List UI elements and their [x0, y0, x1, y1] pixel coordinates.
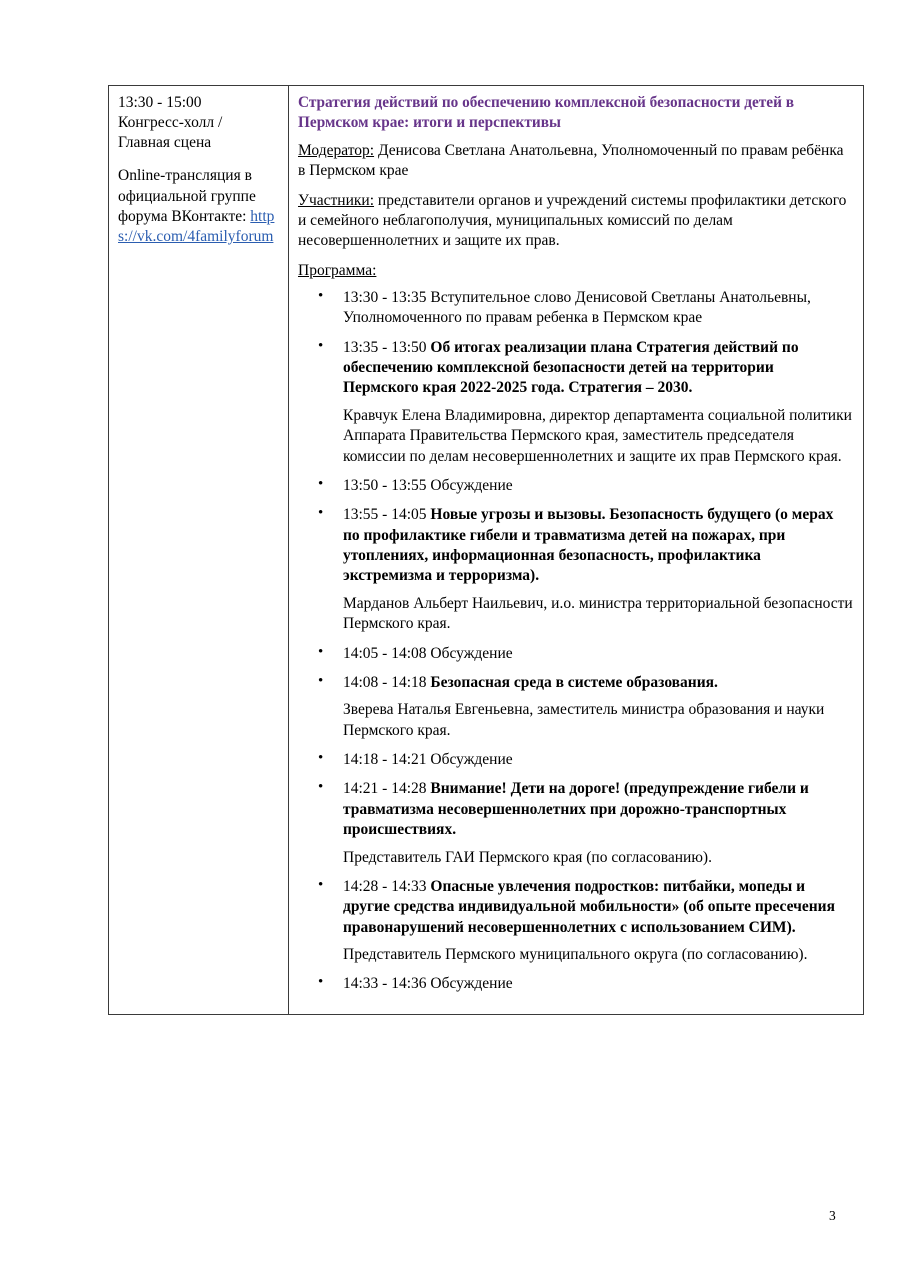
participants-line	[298, 191, 853, 252]
program-item-time: 14:21 - 14:28	[343, 780, 431, 798]
page-number: 3	[829, 1208, 836, 1223]
program-item-topic: Внимание! Дети на дороге! (предупреждение гибели и травматизма несовершеннолетних при дорожно-транспортных происшествиях.	[343, 780, 809, 839]
program-item-text: Обсуждение	[430, 751, 513, 769]
moderator-line	[298, 141, 853, 182]
program-item-topic: Новые угрозы и вызовы. Безопасность будущего (о мерах по профилактике гибели и травматизма детей на пожарах, при утоплениях, информационная безопасность, профилактика экстремизма и терроризма).	[343, 506, 834, 585]
program-item-text: Обсуждение	[430, 476, 513, 494]
program-item-time: 13:50 - 13:55	[343, 476, 431, 494]
program-item	[298, 406, 853, 467]
program-item-time: 14:08 - 14:18	[343, 673, 431, 691]
table-row	[109, 86, 864, 1015]
session-details-cell	[289, 86, 864, 1015]
moderator-name: Денисова Светлана Анатольевна, Уполномоченный по правам ребёнка в Пермском крае	[298, 142, 844, 180]
program-item-topic: Об итогах реализации плана Стратегия действий по обеспечению комплексной безопасности детей на территории Пермского края 2022-2025 года. Стратегия – 2030.	[343, 338, 799, 397]
program-label: Программа:	[298, 261, 377, 279]
program-item	[298, 476, 853, 496]
program-item	[298, 750, 853, 770]
program-item-time: 13:30 - 13:35	[343, 288, 431, 306]
session-venue-line2: Главная сцена	[118, 134, 212, 152]
session-venue-line1: Конгресс-холл /	[118, 114, 223, 132]
session-title: Стратегия действий по обеспечению комплексной безопасности детей в Пермском крае: итоги и перспективы	[298, 94, 794, 131]
spacer	[118, 153, 280, 166]
program-item-time: 14:28 - 14:33	[343, 877, 431, 895]
program-item-time: 13:55 - 14:05	[343, 506, 431, 524]
participants-text: представители органов и учреждений системы профилактики детского и семейного неблагополучия, муниципальных комиссий по делам несовершеннолетних и защите их прав.	[298, 191, 847, 250]
schedule-table	[108, 85, 864, 1015]
program-item-text: Кравчук Елена Владимировна, директор департамента социальной политики Аппарата Правительства Пермского края, заместитель председателя комиссии по делам несовершеннолетних и защите их прав Пермского края.	[343, 406, 852, 465]
program-item	[298, 974, 853, 994]
broadcast-text: Online-трансляция в официальной группе форума ВКонтакте:	[118, 167, 256, 225]
program-item-text: Марданов Альберт Наильевич, и.о. министра территориальной безопасности Пермского края.	[343, 594, 853, 633]
program-heading	[298, 261, 853, 281]
program-item	[298, 848, 853, 868]
program-item-time: 14:33 - 14:36	[343, 975, 431, 993]
vk-group-link[interactable]: https://vk.com/4familyforum	[118, 207, 275, 245]
program-item-text: Зверева Наталья Евгеньевна, заместитель министра образования и науки Пермского края.	[343, 701, 825, 739]
program-item	[298, 505, 853, 587]
program-item	[298, 338, 853, 399]
program-item	[298, 700, 853, 741]
program-item	[298, 644, 853, 664]
program-item	[298, 288, 853, 329]
program-item-topic: Безопасная среда в системе образования.	[430, 673, 718, 691]
broadcast-note	[118, 166, 280, 247]
program-item	[298, 673, 853, 693]
participants-label: Участники:	[298, 191, 375, 209]
session-when-cell	[109, 86, 289, 1015]
program-item	[298, 594, 853, 635]
moderator-label: Модератор:	[298, 142, 375, 160]
program-item-text: Вступительное слово Денисовой Светланы Анатольевны, Уполномоченного по правам ребенка в Пермском крае	[343, 288, 811, 327]
program-item-text: Обсуждение	[430, 644, 513, 662]
session-time: 13:30 - 15:00	[118, 94, 202, 111]
program-item	[298, 945, 853, 965]
program-item-time: 14:05 - 14:08	[343, 644, 431, 662]
program-item-topic: Опасные увлечения подростков: питбайки, мопеды и другие средства индивидуальной мобильности» (об опыте пресечения правонарушений несовершеннолетних с использованием СИМ).	[343, 877, 835, 936]
program-item-time: 14:18 - 14:21	[343, 751, 431, 769]
program-item-time: 13:35 - 13:50	[343, 338, 431, 356]
program-item	[298, 877, 853, 938]
program-item-text: Представитель ГАИ Пермского края (по согласованию).	[343, 848, 712, 866]
program-list	[298, 288, 853, 995]
program-item-text: Обсуждение	[430, 975, 513, 993]
program-item	[298, 779, 853, 840]
program-item-text: Представитель Пермского муниципального округа (по согласованию).	[343, 946, 808, 964]
